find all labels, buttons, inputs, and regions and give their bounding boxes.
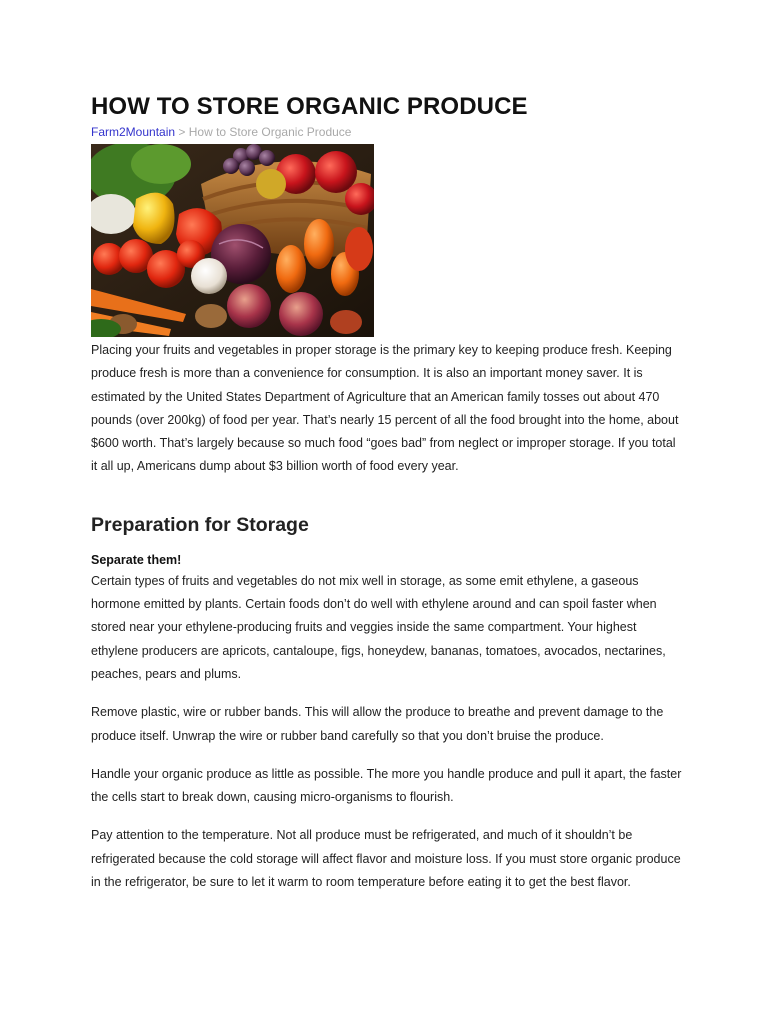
body-paragraph: Remove plastic, wire or rubber bands. This will allow the produce to breathe and prevent damage to the produce itself. Unwrap the wire or rubber band carefully so that you don’t bruise the produce.	[91, 705, 664, 743]
produce-photo-icon	[91, 144, 374, 337]
intro-paragraph: Placing your fruits and vegetables in proper storage is the primary key to keeping produce fresh. Keeping produce fresh is more than a convenience for consumption. It is also an important money saver. It is estimated by the United States Department of Agriculture that an American family tosses out about 470 pounds (over 200kg) of food per year. That’s nearly 15 percent of all the food brought into the home, about $600 worth. That’s largely because so much food “goes bad” from neglect or improper storage. If you total it all up, Americans dump about $3 billion worth of food every year.	[91, 343, 679, 474]
breadcrumb-current: How to Store Organic Produce	[188, 125, 352, 139]
page-title: HOW TO STORE ORGANIC PRODUCE	[91, 93, 528, 120]
section-heading: Preparation for Storage	[91, 513, 309, 536]
body-paragraph: Handle your organic produce as little as possible. The more you handle produce and pull it apart, the faster the cells start to break down, causing micro-organisms to flourish.	[91, 766, 682, 805]
subheading: Separate them!	[91, 552, 182, 567]
body-paragraph: Certain types of fruits and vegetables do not mix well in storage, as some emit ethylene, a gaseous hormone emitted by plants. Certain foods don’t do well with ethylene around and can spoil faster when stored near your ethylene-producing fruits and veggies inside the same compartment. Your highest ethylene producers are apricots, cantaloupe, figs, honeydew, bananas, tomatoes, avocados, nectarines, peaches, pears and plums.	[91, 573, 666, 681]
body-paragraph: Pay attention to the temperature. Not all produce must be refrigerated, and much of it shouldn’t be refrigerated because the cold storage will affect flavor and moisture loss. If you must store organic produce in the refrigerator, be sure to let it warm to room temperature before eating it to get the best flavor.	[91, 828, 681, 890]
breadcrumb-separator: >	[175, 125, 189, 139]
breadcrumb-home-link[interactable]: Farm2Mountain	[91, 125, 176, 139]
breadcrumb	[91, 124, 684, 140]
